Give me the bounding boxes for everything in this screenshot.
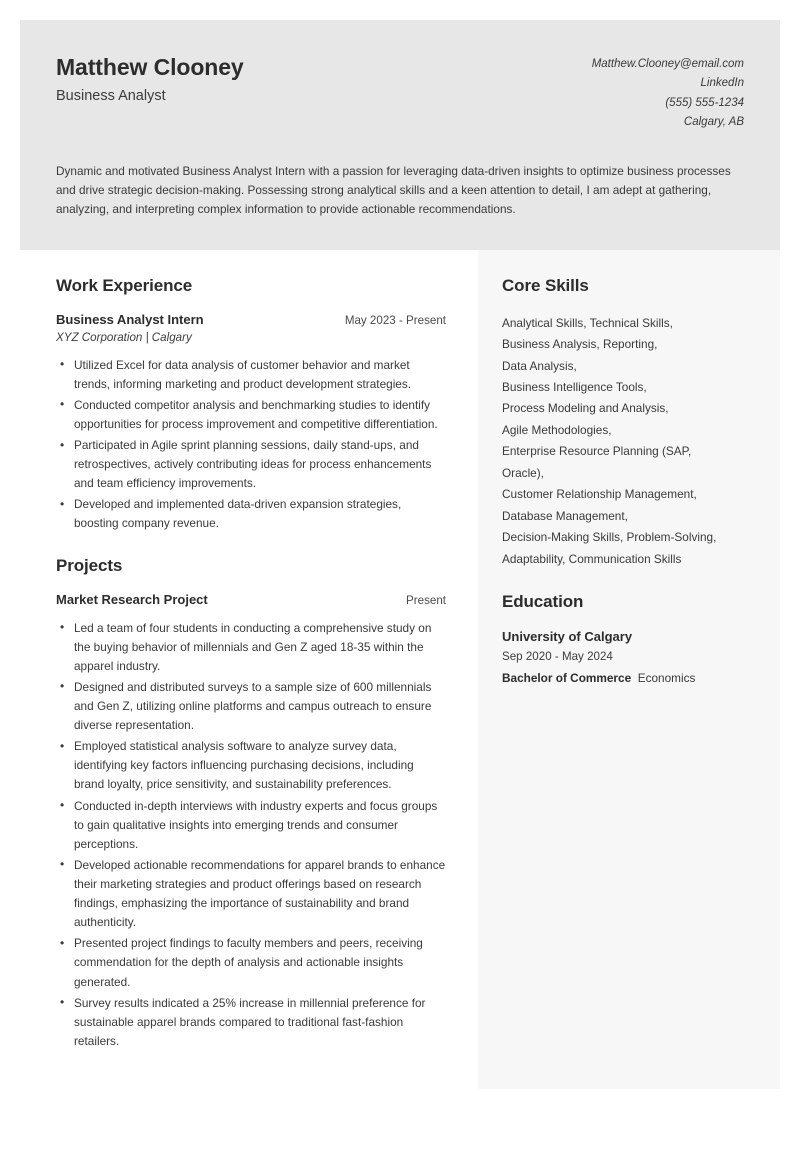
candidate-name: Matthew Clooney (56, 54, 244, 80)
sidebar-column (478, 250, 780, 1089)
project-entry-header (56, 592, 446, 607)
section-title-work-experience: Work Experience (56, 275, 193, 295)
list-item: • Conducted in-depth interviews with industry experts and focus groups to gain qualitative insights into emerging trends and consumer perceptions. (72, 797, 446, 854)
resume-sheet (20, 20, 780, 1155)
skill-line: Process Modeling and Analysis, (502, 401, 669, 416)
contact-email[interactable]: Matthew.Clooney@email.com (591, 58, 744, 70)
education-degree-line (502, 671, 754, 685)
header-top-row (56, 52, 744, 132)
resume-body (20, 250, 780, 1089)
professional-summary: Dynamic and motivated Business Analyst Intern with a passion for leveraging data-driven insights to optimize business processes and drive strategic decision-making. Possessing strong analytical skills and a keen attention to detail, I am adept at gathering, analyzing, and interpreting complex information to provide actionable recommendations. (56, 164, 731, 217)
project-entry-date: Present (406, 593, 446, 607)
work-entry-date: May 2023 - Present (344, 313, 446, 327)
skill-line: Database Management, (502, 508, 628, 523)
project-entry-title: Market Research Project (56, 591, 208, 607)
core-skills-list (502, 313, 754, 571)
skill-line: Enterprise Resource Planning (SAP, (502, 444, 692, 459)
list-item: • Developed actionable recommendations for apparel brands to enhance their marketing strategies and product offerings based on research findings, emphasizing the importance of sustainability and brand authenticity. (72, 856, 446, 932)
education-entry (502, 629, 754, 685)
section-title-core-skills: Core Skills (502, 275, 589, 295)
section-work-experience (56, 276, 446, 534)
identity-block (56, 52, 244, 104)
section-title-education: Education (502, 592, 584, 612)
section-core-skills (502, 276, 754, 571)
work-entry-bullets (56, 356, 446, 534)
list-item: • Developed and implemented data-driven expansion strategies, boosting company revenue. (72, 495, 446, 533)
contact-location: Calgary, AB (683, 115, 744, 128)
contact-linkedin[interactable]: LinkedIn (700, 77, 744, 90)
contact-block (592, 52, 744, 132)
skill-line: Agile Methodologies, (502, 422, 612, 437)
sidebar-filler (502, 693, 754, 1023)
list-item: • Utilized Excel for data analysis of customer behavior and market trends, informing marketing and product development strategies. (72, 356, 446, 394)
education-degree: Bachelor of Commerce (502, 671, 632, 686)
skill-line: Business Analysis, Reporting, (502, 337, 658, 352)
project-entry-bullets (56, 619, 446, 1051)
skill-line: Analytical Skills, Technical Skills, (502, 315, 673, 330)
section-education (502, 592, 754, 685)
list-item: • Led a team of four students in conducting a comprehensive study on the buying behavior of millennials and Gen Z aged 18-35 within the apparel industry. (72, 619, 446, 676)
work-entry-header (56, 312, 446, 327)
work-entry-organization: XYZ Corporation | Calgary (56, 330, 192, 344)
work-entry (56, 312, 446, 534)
section-projects (56, 556, 446, 1051)
list-item: • Conducted competitor analysis and benchmarking studies to identify opportunities for process improvement and competitive differentiation. (72, 396, 446, 434)
skill-line: Data Analysis, (502, 358, 577, 373)
resume-header (20, 20, 780, 250)
skill-line: Adaptability, Communication Skills (502, 551, 682, 566)
skill-line: Customer Relationship Management, (502, 487, 697, 502)
skill-line: Business Intelligence Tools, (502, 379, 647, 394)
education-field: Economics (637, 671, 696, 686)
main-column (20, 250, 478, 1089)
list-item: • Employed statistical analysis software to analyze survey data, identifying key factors influencing purchasing decisions, including brand loyalty, price sensitivity, and sustainability preferences. (72, 737, 446, 794)
section-title-projects: Projects (56, 555, 123, 575)
skill-line: Decision-Making Skills, Problem-Solving, (502, 530, 717, 545)
candidate-job-title: Business Analyst (56, 88, 166, 105)
skill-line: Oracle), (502, 465, 544, 480)
education-dates: Sep 2020 - May 2024 (502, 650, 613, 664)
education-school: University of Calgary (502, 629, 633, 645)
contact-phone[interactable]: (555) 555-1234 (665, 96, 744, 109)
project-entry (56, 592, 446, 1051)
list-item: • Designed and distributed surveys to a sample size of 600 millennials and Gen Z, utilizing online platforms and campus outreach to ensure diverse representation. (72, 678, 446, 735)
list-item: • Presented project findings to faculty members and peers, receiving commendation for the depth of analysis and actionable insights generated. (72, 934, 446, 991)
list-item: • Participated in Agile sprint planning sessions, daily stand-ups, and retrospectives, actively contributing ideas for process enhancements and team efficiency improvements. (72, 436, 446, 493)
work-entry-role: Business Analyst Intern (56, 311, 204, 327)
list-item: • Survey results indicated a 25% increase in millennial preference for sustainable apparel brands compared to traditional fast-fashion retailers. (72, 994, 446, 1051)
